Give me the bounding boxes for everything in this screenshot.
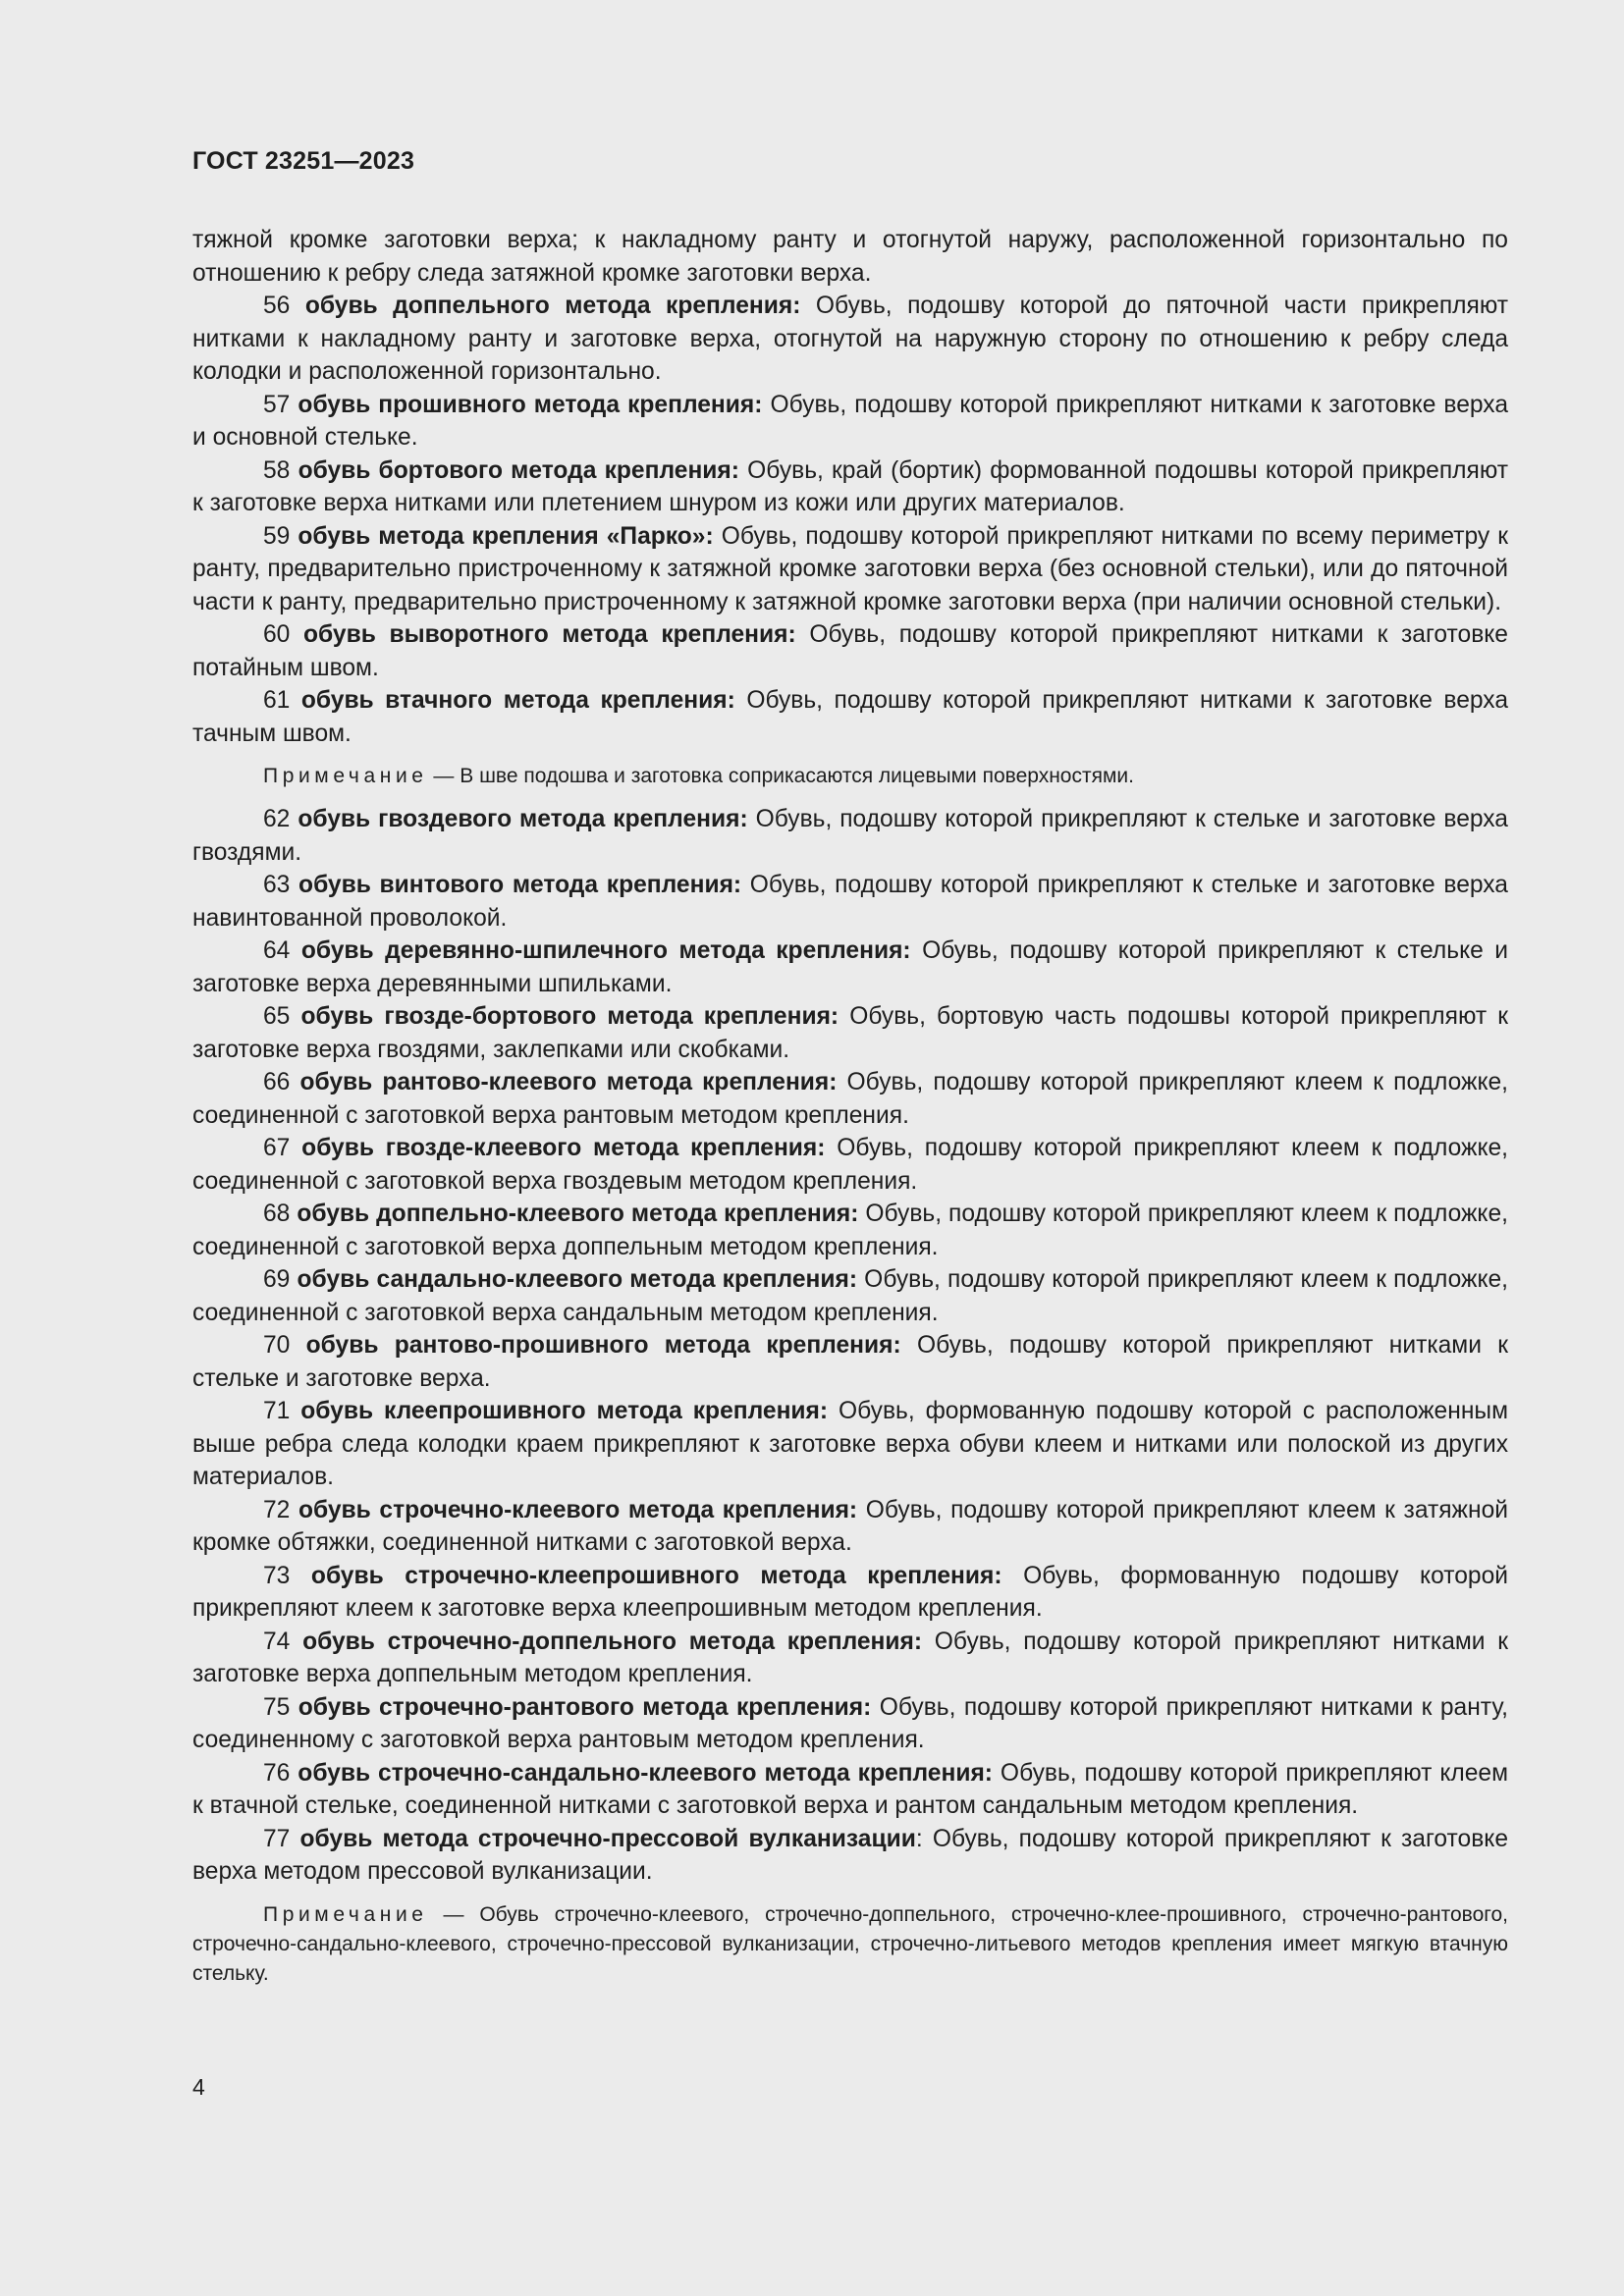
term: обувь строчечно-доппельного метода крепления:	[302, 1628, 923, 1655]
definition-item	[192, 1494, 1508, 1560]
term: обувь доппельно-клеевого метода крепления:	[297, 1201, 859, 1227]
definitions-list-b	[192, 803, 1508, 1889]
item-number: 72	[263, 1496, 291, 1523]
item-number: 73	[263, 1562, 291, 1589]
term: обувь строчечно-клеепрошивного метода крепления:	[310, 1562, 1002, 1589]
definition: Обувь, подошву которой прикрепляют нитками к заготовке верха тачным швом.	[192, 687, 1508, 747]
term: обувь гвозде-бортового метода крепления:	[300, 1003, 839, 1030]
definitions-list-a	[192, 290, 1508, 750]
note-label: Примечание	[263, 765, 428, 787]
note-dash: —	[427, 765, 460, 787]
item-number: 62	[263, 806, 291, 832]
term: обувь метода строчечно-прессовой вулканизации	[299, 1825, 916, 1852]
term: обувь гвозде-клеевого метода крепления:	[301, 1135, 826, 1161]
note-dash: —	[427, 1902, 480, 1926]
definition: Обувь, подошву которой прикрепляют клеем к подложке, соединенной с заготовкой верха гвоздевым методом крепления.	[192, 1135, 1508, 1195]
definition-item	[192, 1757, 1508, 1823]
item-number: 64	[263, 937, 291, 964]
definition-item	[192, 1263, 1508, 1329]
definition-item	[192, 618, 1508, 684]
definition: Обувь, подошву которой прикрепляют нитками к заготовке верха и основной стельке.	[192, 391, 1509, 451]
definition: Обувь, подошву которой прикрепляют к стельке и заготовке верха деревянными шпильками.	[192, 937, 1508, 997]
note-text: Обувь строчечно-клеевого, строчечно-доппельного, строчечно-клее-прошивного, строчечно-рантового, строчечно-сандально-клеевого, строчечно-прессовой вулканизации, строчечно-литьевого методов крепления имеет мягкую втачную стельку.	[192, 1902, 1508, 1985]
note-2	[192, 1900, 1508, 1989]
page-number: 4	[192, 2074, 205, 2100]
definition: Обувь, подошву которой прикрепляют клеем к подложке, соединенной с заготовкой верха рантовым методом крепления.	[192, 1069, 1508, 1129]
definition: Обувь, формованную подошву которой прикрепляют клеем к заготовке верха клеепрошивным методом крепления.	[192, 1562, 1508, 1622]
item-number: 76	[263, 1759, 291, 1787]
item-number: 74	[263, 1628, 291, 1655]
definition: Обувь, подошву которой прикрепляют клеем к затяжной кромке обтяжки, соединенной нитками с заготовкой верха.	[192, 1496, 1508, 1556]
term: обувь рантово-клеевого метода крепления:	[299, 1069, 838, 1095]
term: обувь деревянно-шпилечного метода крепления:	[300, 937, 911, 964]
definition-item	[192, 1560, 1508, 1626]
term: обувь сандально-клеевого метода крепления:	[297, 1266, 858, 1293]
term: обувь гвоздевого метода крепления:	[298, 806, 748, 832]
item-number: 71	[263, 1398, 291, 1424]
definition: Обувь, подошву которой прикрепляют клеем к подложке, соединенной с заготовкой верха доппельным методом крепления.	[192, 1201, 1508, 1260]
term: обувь строчечно-клеевого метода крепления:	[298, 1496, 858, 1523]
item-number: 61	[263, 687, 291, 714]
definition-item	[192, 1132, 1508, 1198]
definition-item	[192, 454, 1508, 520]
term: обувь выворотного метода крепления:	[303, 621, 796, 648]
definition-item	[192, 684, 1508, 750]
definition-item	[192, 1000, 1508, 1066]
definition-item	[192, 1691, 1508, 1757]
definition: Обувь, подошву которой прикрепляют нитками к заготовке потайным швом.	[192, 621, 1508, 681]
term: обувь бортового метода крепления:	[298, 456, 739, 484]
definition: Обувь, бортовую часть подошвы которой прикрепляют к заготовке верха гвоздями, заклепками или скобками.	[192, 1003, 1508, 1063]
term: обувь рантово-прошивного метода крепления:	[305, 1332, 901, 1359]
item-number: 70	[263, 1332, 291, 1359]
document-body	[192, 224, 1508, 2001]
definition: Обувь, подошву которой прикрепляют нитками к ранту, соединенному с заготовкой верха рантовым методом крепления.	[192, 1693, 1508, 1753]
definition-item	[192, 1395, 1508, 1494]
item-number: 66	[263, 1069, 291, 1095]
term: обувь строчечно-сандально-клеевого метода крепления:	[298, 1759, 993, 1787]
item-number: 75	[263, 1693, 291, 1721]
item-number: 68	[263, 1201, 291, 1227]
definition: : Обувь, подошву которой прикрепляют к заготовке верха методом прессовой вулканизации.	[192, 1825, 1508, 1885]
item-number: 59	[263, 522, 291, 550]
term: обувь строчечно-рантового метода крепления:	[298, 1693, 872, 1721]
document-header: ГОСТ 23251—2023	[192, 147, 415, 175]
continued-paragraph: тяжной кромке заготовки верха; к накладному ранту и отогнутой наружу, расположенной горизонтально по отношению к ребру следа затяжной кромке заготовки верха.	[192, 227, 1508, 287]
note-1	[192, 762, 1508, 791]
definition: Обувь, формованную подошву которой с расположенным выше ребра следа колодки краем прикрепляют к заготовке верха обуви клеем и нитками или полоской из других материалов.	[192, 1398, 1508, 1490]
item-number: 67	[263, 1135, 291, 1161]
definition-item	[192, 803, 1508, 869]
definition-item	[192, 1823, 1508, 1889]
definition-item	[192, 290, 1508, 389]
definition-item	[192, 389, 1508, 454]
definition: Обувь, подошву которой до пяточной части прикрепляют нитками к накладному ранту и заготовке верха, отогнутой на наружную сторону по отношению к ребру следа колодки и расположенной горизонтально.	[192, 293, 1508, 385]
definition: Обувь, подошву которой прикрепляют нитками по всему периметру к ранту, предварительно пристроченному к затяжной кромке заготовки верха (без основной стельки), или до пяточной части к ранту, предварительно пристроченному к затяжной кромке заготовки верха (при наличии основной стельки).	[192, 522, 1508, 615]
term: обувь клеепрошивного метода крепления:	[300, 1398, 829, 1424]
definition: Обувь, край (бортик) формованной подошвы которой прикрепляют к заготовке верха нитками или плетением шнуром из кожи или других материалов.	[192, 456, 1508, 516]
term: обувь доппельного метода крепления:	[304, 293, 801, 319]
definition: Обувь, подошву которой прикрепляют нитками к заготовке верха доппельным методом крепления.	[192, 1628, 1508, 1687]
term: обувь винтового метода крепления:	[298, 872, 742, 898]
item-number: 69	[263, 1266, 291, 1293]
definition: Обувь, подошву которой прикрепляют нитками к стельке и заготовке верха.	[192, 1332, 1508, 1392]
term: обувь втачного метода крепления:	[300, 687, 735, 714]
term: обувь метода крепления «Парко»:	[298, 522, 714, 550]
note-text: В шве подошва и заготовка соприкасаются лицевыми поверхностями.	[460, 765, 1134, 787]
item-number: 65	[263, 1003, 291, 1030]
definition-item	[192, 869, 1508, 934]
definition-item	[192, 1329, 1508, 1395]
definition-item	[192, 1066, 1508, 1132]
definition-item	[192, 520, 1508, 619]
item-number: 58	[263, 456, 291, 484]
term: обувь прошивного метода крепления:	[298, 391, 763, 418]
definition-item	[192, 1198, 1508, 1263]
definition: Обувь, подошву которой прикрепляют к стельке и заготовке верха навинтованной проволокой.	[192, 872, 1508, 932]
item-number: 56	[263, 293, 291, 319]
definition-item	[192, 1626, 1508, 1691]
definition: Обувь, подошву которой прикрепляют к стельке и заготовке верха гвоздями.	[192, 806, 1508, 866]
note-label: Примечание	[263, 1902, 428, 1926]
definition-item	[192, 934, 1508, 1000]
item-number: 77	[263, 1825, 291, 1852]
definition: Обувь, подошву которой прикрепляют клеем к втачной стельке, соединенной нитками с заготовкой верха и рантом сандальным методом крепления.	[192, 1759, 1508, 1819]
definition: Обувь, подошву которой прикрепляют клеем к подложке, соединенной с заготовкой верха сандальным методом крепления.	[192, 1266, 1508, 1326]
item-number: 57	[263, 391, 291, 418]
item-number: 60	[263, 621, 291, 648]
item-number: 63	[263, 872, 291, 898]
